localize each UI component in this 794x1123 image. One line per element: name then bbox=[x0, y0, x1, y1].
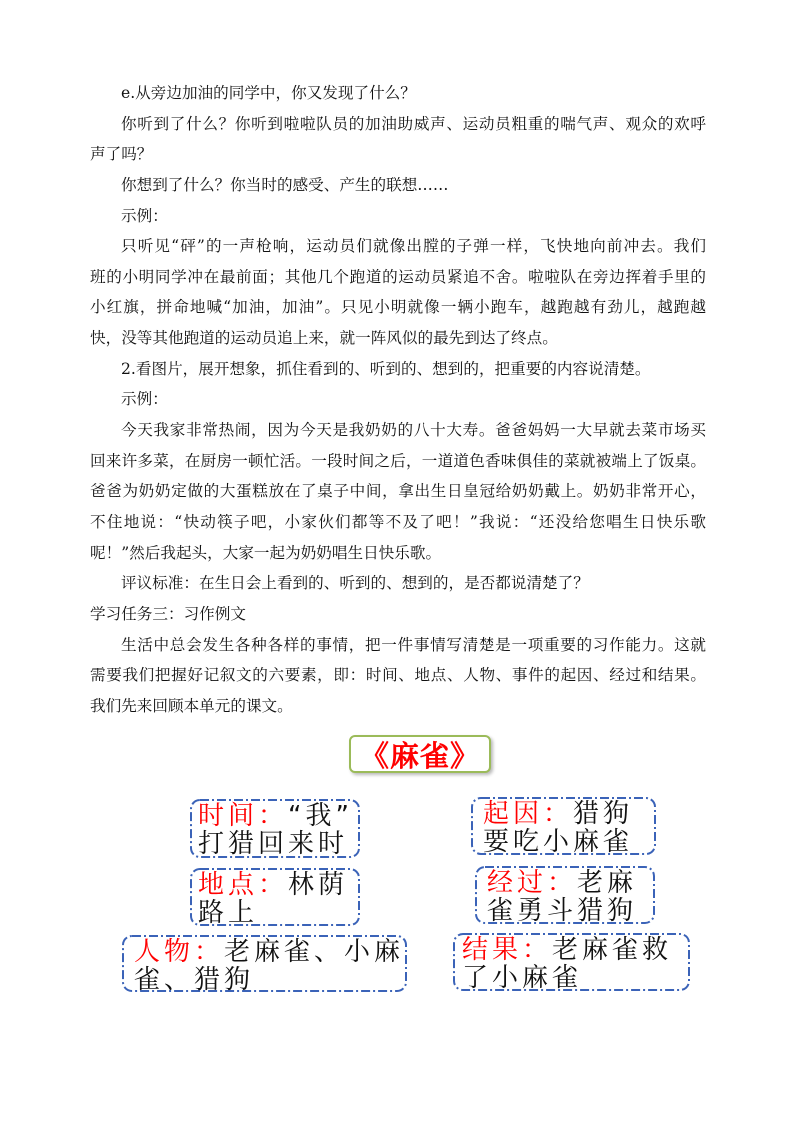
element-label: 经过： bbox=[487, 868, 578, 898]
example-label: 示例： bbox=[121, 206, 168, 225]
element-value: 雀、猎狗 bbox=[134, 965, 255, 995]
element-value: “我” bbox=[288, 801, 353, 831]
element-box-process bbox=[475, 866, 655, 924]
think-prompt: 你想到了什么？你当时的感受、产生的联想…… bbox=[121, 175, 449, 194]
example-text-line: 呢！”然后我起头，大家一起为奶奶唱生日快乐歌。 bbox=[90, 543, 442, 562]
element-value: 了小麻雀 bbox=[462, 963, 583, 993]
hear-prompt-line: 声了吗？ bbox=[90, 145, 153, 164]
element-box-result bbox=[453, 933, 690, 991]
example-text-line: 爸爸为奶奶定做的大蛋糕放在了桌子中间，拿出生日皇冠给奶奶戴上。奶奶非常开心， bbox=[90, 482, 706, 501]
element-label: 时间： bbox=[198, 801, 289, 831]
box-line bbox=[462, 964, 690, 992]
element-value: 路上 bbox=[198, 898, 259, 928]
example-text-line: 班的小明同学冲在最前面；其他几个跑道的运动员紧追不舍。啦啦队在旁边挥着手里的 bbox=[90, 267, 706, 286]
box-line bbox=[134, 938, 407, 966]
box-line bbox=[198, 830, 360, 858]
evaluation-criteria: 评议标准：在生日会上看到的、听到的、想到的，是否都说清楚了？ bbox=[121, 574, 589, 593]
element-value: 雀勇斗猎狗 bbox=[487, 896, 638, 926]
box-line bbox=[487, 869, 655, 897]
example-text-line: 小红旗，拼命地喊“加油，加油”。只见小明就像一辆小跑车，越跑越有劲儿，越跑越 bbox=[90, 298, 706, 317]
element-label: 起因： bbox=[483, 799, 574, 829]
hear-prompt-line: 你听到了什么？你听到啦啦队员的加油助威声、运动员粗重的喘气声、观众的欢呼 bbox=[121, 114, 706, 133]
element-value: 老麻雀救 bbox=[552, 935, 673, 965]
element-label: 地点： bbox=[198, 870, 289, 900]
box-line bbox=[462, 936, 690, 964]
element-box-place bbox=[190, 868, 360, 926]
box-line bbox=[198, 802, 360, 830]
element-label: 人物： bbox=[134, 937, 225, 967]
diagram-title: 《麻雀》 bbox=[349, 735, 491, 773]
element-box-time bbox=[190, 799, 360, 858]
element-value: 老麻 bbox=[577, 868, 638, 898]
example-text-line: 今天我家非常热闹，因为今天是我奶奶的八十大寿。爸爸妈妈一大早就去菜市场买 bbox=[121, 421, 706, 440]
box-line bbox=[198, 871, 360, 899]
example-label: 示例： bbox=[121, 390, 168, 409]
task3-intro-line: 我们先来回顾本单元的课文。 bbox=[90, 696, 293, 715]
section-e-question: e.从旁边加油的同学中，你又发现了什么？ bbox=[121, 84, 416, 102]
box-line bbox=[134, 966, 407, 994]
box-line bbox=[483, 800, 656, 828]
document-body bbox=[90, 78, 706, 721]
example-text-line: 回来许多菜，在厨房一顿忙活。一段时间之后，一道道色香味俱佳的菜就被端上了饭桌。 bbox=[90, 451, 706, 470]
element-box-cause bbox=[471, 797, 656, 855]
box-line bbox=[198, 899, 360, 927]
example-text-line: 快，没等其他跑道的运动员追上来，就一阵风似的最先到达了终点。 bbox=[90, 329, 558, 348]
element-value: 老麻雀、小麻 bbox=[224, 937, 405, 967]
element-value: 打猎回来时 bbox=[198, 829, 349, 859]
box-line bbox=[487, 897, 655, 925]
element-box-people bbox=[122, 935, 407, 995]
task3-heading: 学习任务三：习作例文 bbox=[90, 604, 246, 623]
example-text-line: 只听见“砰”的一声枪响，运动员们就像出膛的子弹一样，飞快地向前冲去。我们 bbox=[121, 237, 706, 256]
element-label: 结果： bbox=[462, 935, 553, 965]
element-value: 要吃小麻雀 bbox=[483, 827, 634, 857]
task2-instruction: 2.看图片，展开想象，抓住看到的、听到的、想到的，把重要的内容说清楚。 bbox=[121, 359, 651, 378]
task3-intro-line: 生活中总会发生各种各样的事情，把一件事情写清楚是一项重要的习作能力。这就 bbox=[121, 635, 706, 654]
example-text-line: 不住地说：“快动筷子吧，小家伙们都等不及了吧！”我说：“还没给您唱生日快乐歌 bbox=[90, 512, 706, 531]
box-line bbox=[483, 828, 656, 856]
element-value: 林荫 bbox=[288, 870, 349, 900]
task3-intro-line: 需要我们把握好记叙文的六要素，即：时间、地点、人物、事件的起因、经过和结果。 bbox=[90, 666, 706, 685]
element-value: 猎狗 bbox=[573, 799, 634, 829]
